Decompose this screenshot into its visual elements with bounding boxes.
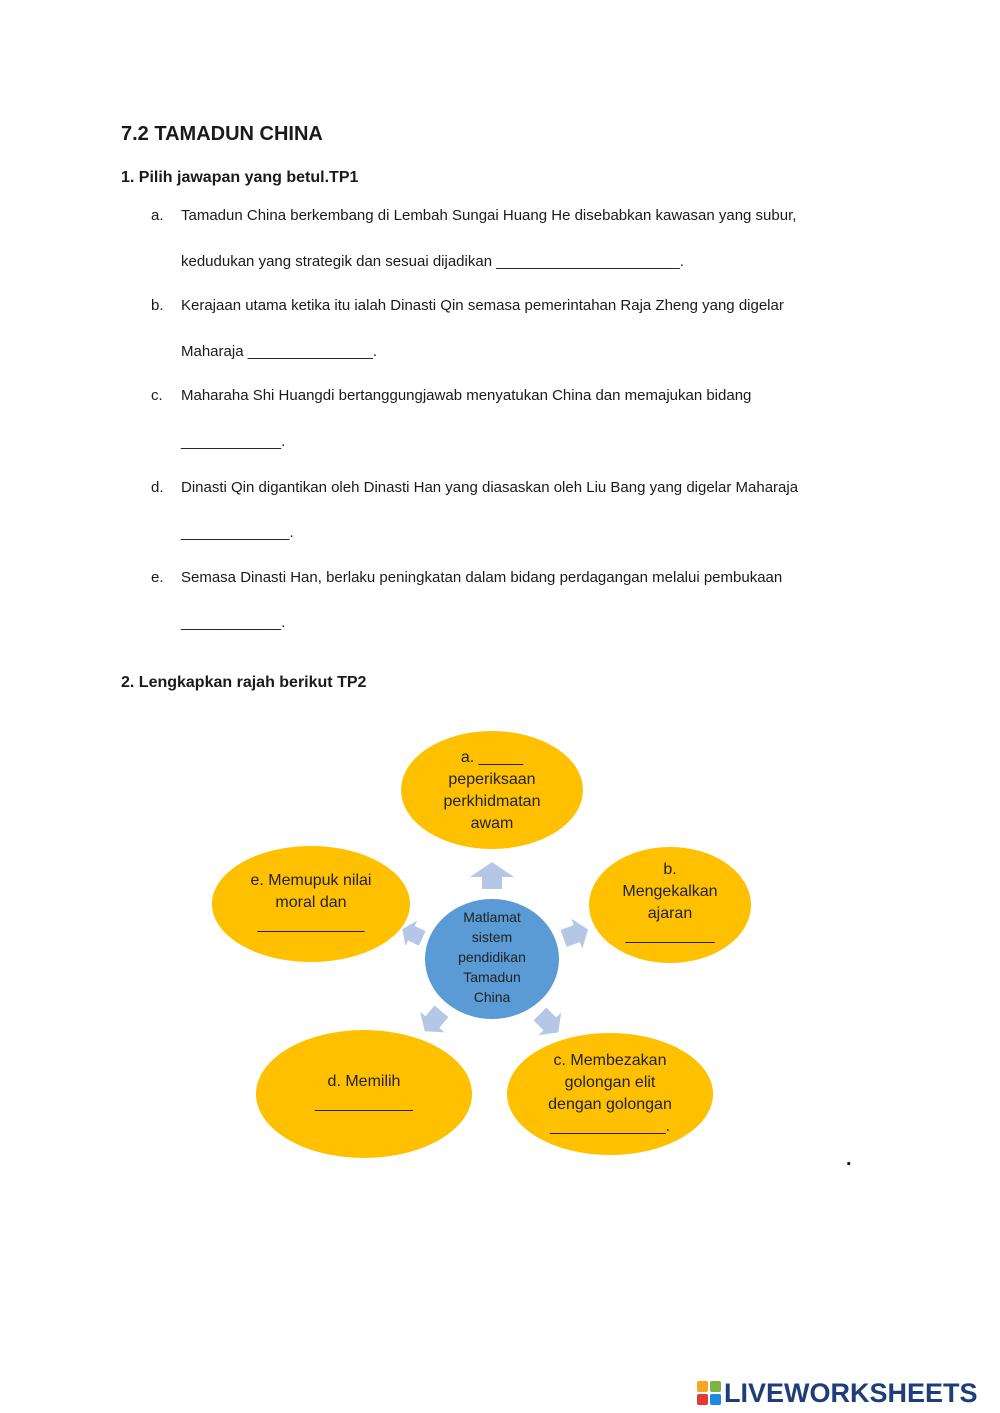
node-text: awam: [470, 815, 514, 832]
question-letter: b.: [151, 297, 164, 314]
node-text[interactable]: a. _____: [460, 749, 524, 766]
center-text: China: [473, 989, 511, 1005]
trailing-dot: .: [846, 1148, 852, 1170]
question-text: Maharaha Shi Huangdi bertanggungjawab menyatukan China dan memajukan bidang: [181, 387, 752, 404]
arrow-down-left-icon: [412, 1001, 453, 1041]
node-text: Mengekalkan: [622, 883, 718, 900]
question-letter: e.: [151, 569, 164, 586]
node-text: c. Membezakan: [553, 1052, 667, 1069]
node-e-label: [226, 870, 396, 936]
question-blank-line[interactable]: _____________.: [181, 524, 294, 541]
arrow-up-icon: [470, 862, 514, 889]
liveworksheets-logo: [697, 1378, 978, 1408]
question-blank-line[interactable]: ____________.: [181, 433, 286, 450]
center-text: sistem: [471, 929, 513, 945]
center-text: pendidikan: [458, 949, 526, 965]
node-a-label: [412, 747, 572, 835]
page-title: 7.2 TAMADUN CHINA: [121, 123, 323, 145]
section-2-heading: 2. Lengkapkan rajah berikut TP2: [121, 674, 367, 691]
node-text[interactable]: __________: [625, 927, 715, 944]
node-text: b.: [663, 861, 677, 878]
node-text[interactable]: ____________: [257, 916, 365, 933]
question-letter: d.: [151, 479, 164, 496]
arrow-right-icon: [558, 914, 593, 953]
node-text: moral dan: [275, 894, 347, 911]
center-label: [437, 907, 547, 1007]
arrow-down-right-icon: [529, 1003, 570, 1044]
question-text: Kerajaan utama ketika itu ialah Dinasti Qin semasa pemerintahan Raja Zheng yang digelar: [181, 297, 784, 314]
node-text: d. Memilih: [327, 1073, 401, 1090]
section-1-heading: 1. Pilih jawapan yang betul.TP1: [121, 169, 359, 186]
node-text: peperiksaan: [448, 771, 536, 788]
node-text[interactable]: ___________: [315, 1095, 413, 1112]
node-text[interactable]: _____________.: [549, 1118, 671, 1135]
center-text: Tamadun: [463, 969, 521, 985]
question-blank-line[interactable]: kedudukan yang strategik dan sesuai dijadikan ______________________.: [181, 253, 684, 270]
question-blank-line[interactable]: Maharaja _______________.: [181, 343, 378, 360]
question-text: Tamadun China berkembang di Lembah Sungai Huang He disebabkan kawasan yang subur,: [181, 207, 797, 224]
node-text: dengan golongan: [548, 1096, 672, 1113]
question-text: Dinasti Qin digantikan oleh Dinasti Han yang diasaskan oleh Liu Bang yang digelar Maharaja: [181, 479, 799, 496]
node-c-label: [520, 1050, 700, 1138]
node-text: ajaran: [647, 905, 693, 922]
liveworksheets-icon: [697, 1381, 721, 1405]
node-text: perkhidmatan: [443, 793, 541, 810]
center-text: Matlamat: [463, 909, 521, 925]
brand-text: LIVEWORKSHEETS: [724, 1377, 978, 1408]
question-letter: c.: [151, 387, 163, 404]
question-letter: a.: [151, 207, 164, 224]
node-text: golongan elit: [564, 1074, 656, 1091]
question-text: Semasa Dinasti Han, berlaku peningkatan dalam bidang perdagangan melalui pembukaan: [181, 569, 783, 586]
node-text: e. Memupuk nilai: [250, 872, 372, 889]
node-d-label: [284, 1071, 444, 1115]
question-blank-line[interactable]: ____________.: [181, 614, 286, 631]
node-b-label: [600, 859, 740, 947]
